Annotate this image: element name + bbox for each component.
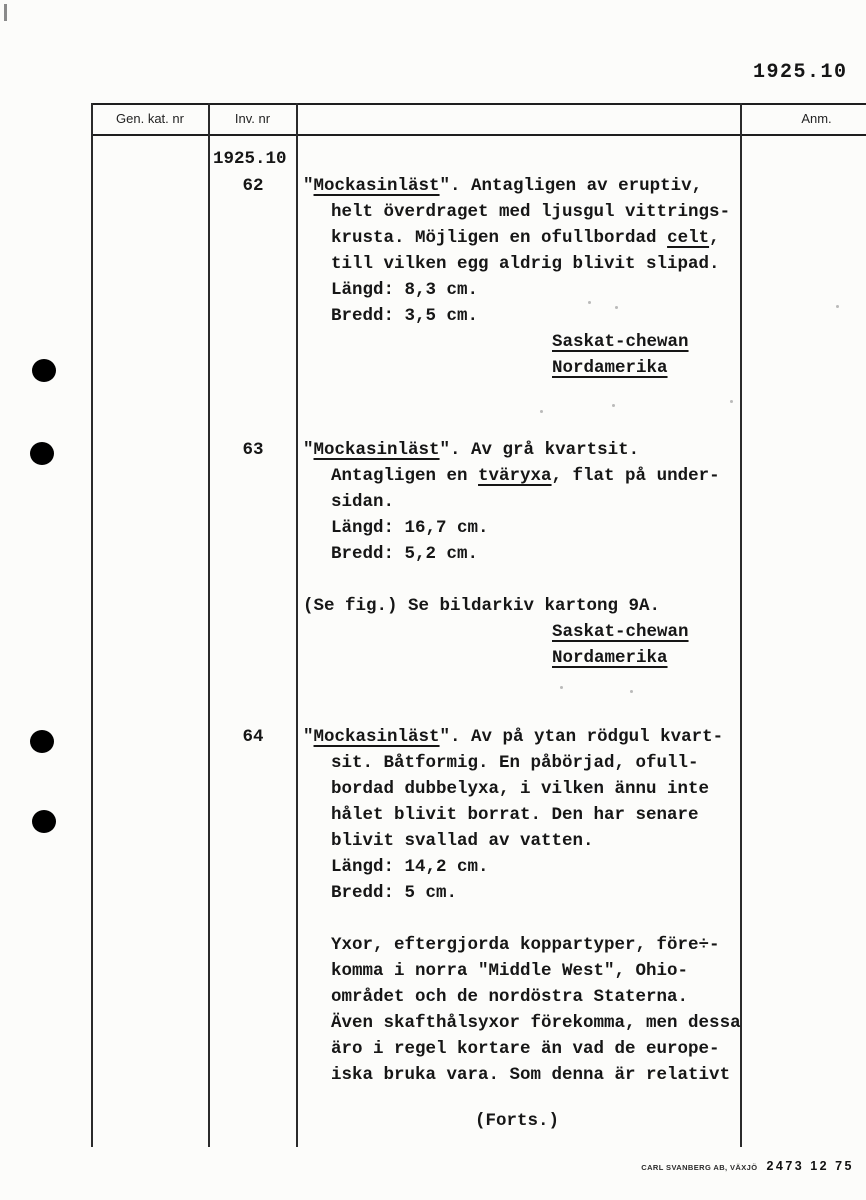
header-cell-anm: Anm. (801, 111, 832, 126)
entry-line (297, 645, 743, 671)
text-segment: Bredd: 3,5 cm. (331, 306, 479, 326)
entry-line (297, 225, 743, 251)
entry-line (297, 984, 743, 1010)
printer-imprint (641, 1159, 854, 1173)
scan-speck (836, 305, 839, 308)
text-segment: " (303, 176, 314, 196)
underlined-term: Mockasinläst (313, 727, 440, 747)
entry-line (297, 567, 743, 593)
entry-description-63 (297, 437, 743, 671)
entry-line (297, 541, 743, 567)
text-segment: Längd: 14,2 cm. (331, 857, 489, 877)
inventory-number: 63 (242, 440, 264, 460)
entry-line (297, 854, 743, 880)
underlined-term: Mockasinläst (313, 176, 440, 196)
text-segment: sidan. (331, 492, 395, 512)
entry-line (297, 251, 743, 277)
entry-line (297, 932, 743, 958)
text-segment: sit. Båtformig. En påbörjad, ofull- (331, 753, 699, 773)
text-segment: iska bruka vara. Som denna är relativt (331, 1065, 731, 1085)
entry-line (297, 619, 743, 645)
entry-line (297, 1010, 743, 1036)
table-left-border (91, 103, 93, 1147)
entry-line (297, 906, 743, 932)
underlined-term: Mockasinläst (313, 440, 440, 460)
underlined-term: Nordamerika (552, 358, 668, 378)
text-segment: helt överdraget med ljusgul vittrings- (331, 202, 731, 222)
entry-line (297, 277, 743, 303)
text-segment: krusta. Möjligen en ofullbordad (331, 228, 668, 248)
entry-line (297, 199, 743, 225)
inventory-number: 64 (242, 727, 264, 747)
punch-hole (30, 442, 54, 465)
text-segment: Bredd: 5 cm. (331, 883, 458, 903)
underlined-term: Nordamerika (552, 648, 668, 668)
year-label: 1925.10 (213, 149, 287, 169)
scan-speck (612, 404, 615, 407)
underlined-term: celt (667, 228, 710, 248)
entry-line (297, 515, 743, 541)
entry-line (297, 173, 743, 199)
text-segment: Bredd: 5,2 cm. (331, 544, 479, 564)
text-segment: " (303, 440, 314, 460)
scan-speck (540, 410, 543, 413)
underlined-term: Saskat-chewan (552, 332, 689, 352)
text-segment: Även skafthålsyxor förekomma, men dessa (331, 1013, 741, 1033)
entry-line (297, 750, 743, 776)
entry-line (297, 802, 743, 828)
text-segment: bordad dubbelyxa, i vilken ännu inte (331, 779, 710, 799)
text-segment: hålet blivit borrat. Den har senare (331, 805, 699, 825)
scan-speck (630, 690, 633, 693)
entry-line (297, 355, 743, 381)
text-segment: ". Antagligen av eruptiv, (439, 176, 703, 196)
column-divider-gen-kat (208, 103, 210, 1147)
inventory-number: 62 (242, 176, 264, 196)
text-segment: äro i regel kortare än vad de europe- (331, 1039, 720, 1059)
underlined-term: Saskat-chewan (552, 622, 689, 642)
header-cell-inv-nr: Inv. nr (234, 111, 271, 126)
entry-line (297, 828, 743, 854)
text-segment: området och de nordöstra Staterna. (331, 987, 689, 1007)
entry-line (297, 329, 743, 355)
text-segment: Längd: 8,3 cm. (331, 280, 479, 300)
punch-hole (32, 359, 56, 382)
scan-speck (615, 306, 618, 309)
scan-speck (730, 400, 733, 403)
entry-line (297, 724, 743, 750)
text-segment: Längd: 16,7 cm. (331, 518, 489, 538)
printer-name: CARL SVANBERG AB, VÄXJÖ (641, 1163, 758, 1172)
printer-code: 2473 12 75 (766, 1159, 854, 1173)
entry-line (297, 463, 743, 489)
page-number: 1925.10 (753, 61, 848, 84)
punch-hole (30, 730, 54, 753)
entry-description-64 (297, 724, 743, 1088)
entry-line (297, 489, 743, 515)
entry-line (297, 1062, 743, 1088)
text-segment: (Se fig.) Se bildarkiv kartong 9A. (303, 596, 661, 616)
scan-speck (588, 301, 591, 304)
header-cell-gen-kat-nr: Gen. kat. nr (116, 111, 184, 126)
text-segment: blivit svallad av vatten. (331, 831, 594, 851)
text-segment: , flat på under- (551, 466, 720, 486)
entry-line (297, 593, 743, 619)
punch-hole (32, 810, 56, 833)
text-segment: ". Av grå kvartsit. (439, 440, 640, 460)
entry-line (297, 880, 743, 906)
scan-speck (560, 686, 563, 689)
text-segment: ". Av på ytan rödgul kvart- (439, 727, 724, 747)
entry-line (297, 437, 743, 463)
scan-artifact (4, 4, 7, 21)
text-segment: komma i norra "Middle West", Ohio- (331, 961, 689, 981)
entry-line (297, 1036, 743, 1062)
entry-line (297, 958, 743, 984)
entry-line (297, 776, 743, 802)
text-segment: Yxor, eftergjorda koppartyper, före÷- (331, 935, 720, 955)
entry-description-62 (297, 173, 743, 381)
continuation-note: (Forts.) (475, 1111, 560, 1131)
underlined-term: tväryxa (478, 466, 552, 486)
text-segment: till vilken egg aldrig blivit slipad. (331, 254, 720, 274)
text-segment: , (709, 228, 720, 248)
entry-line (297, 303, 743, 329)
text-segment: " (303, 727, 314, 747)
text-segment: Antagligen en (331, 466, 479, 486)
